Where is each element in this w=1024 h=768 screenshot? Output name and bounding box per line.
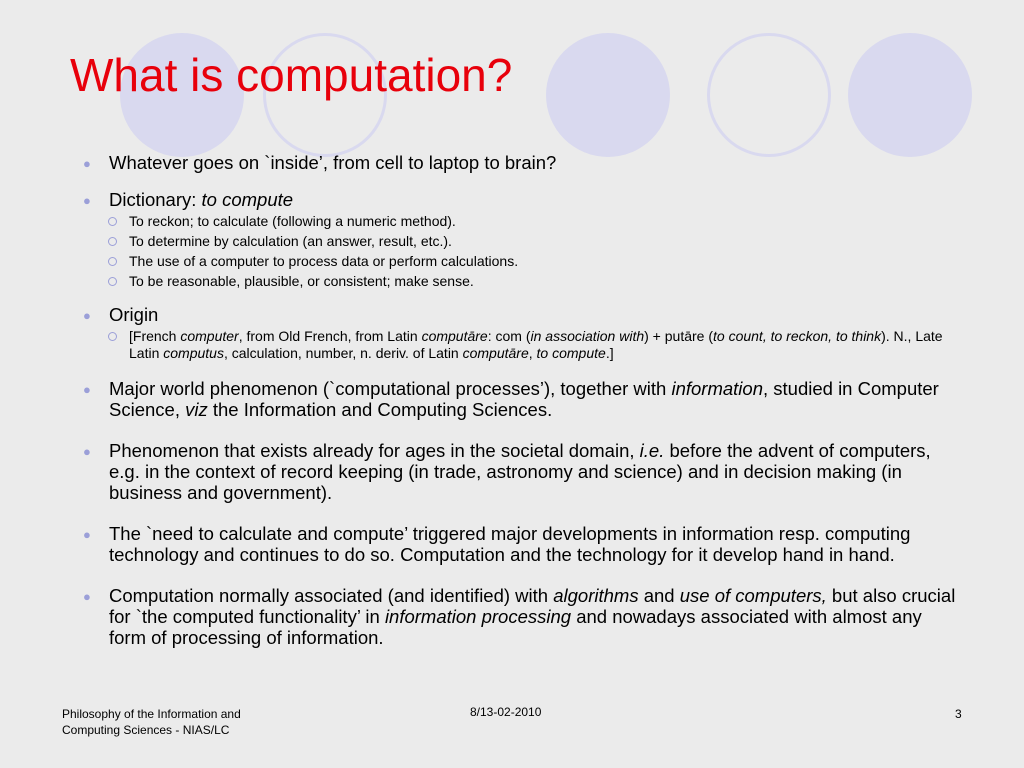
text-segment: to compute — [536, 345, 606, 361]
sub-bullet-text — [129, 253, 963, 270]
sub-bullet-item — [83, 213, 963, 230]
text-segment: and — [638, 585, 680, 606]
text-segment: information — [671, 378, 763, 399]
filled-circle-bullet-icon: ● — [83, 308, 91, 323]
text-segment: computāre — [421, 328, 488, 344]
text-segment: The use of a computer to process data or perform calculations. — [129, 253, 519, 269]
filled-circle-bullet-icon: ● — [83, 527, 91, 542]
bullet-text — [109, 523, 963, 565]
sub-bullet-item — [83, 253, 963, 270]
filled-circle-bullet-icon: ● — [83, 193, 91, 208]
text-segment: the Information and Computing Sciences. — [207, 399, 553, 420]
text-segment: Computation normally associated (and identified) with — [109, 585, 554, 606]
text-segment: ). N., Late Latin — [129, 328, 943, 361]
sub-bullet-item — [83, 328, 963, 362]
bullet-item — [83, 440, 963, 503]
bullet-item — [83, 585, 963, 648]
sub-bullet-text — [129, 233, 963, 250]
text-segment: Dictionary: — [109, 189, 202, 210]
bullet-text — [109, 378, 963, 420]
text-segment: viz — [185, 399, 208, 420]
text-segment: computer — [180, 328, 239, 344]
text-segment: To determine by calculation (an answer, result, etc.). — [129, 233, 452, 249]
sub-bullet-list — [109, 213, 963, 290]
text-segment: in association with — [530, 328, 645, 344]
text-segment: to compute — [201, 189, 294, 210]
filled-circle-bullet-icon: ● — [83, 444, 91, 459]
text-segment: before the advent of computers, e.g. in the context of record keeping (in trade, astronomy and science) and in decision making (in business and government). — [109, 440, 931, 503]
text-segment: The `need to calculate and compute’ triggered major developments in information resp. computing technology and continues to do so. Computation and the technology for it develop hand in hand. — [109, 523, 911, 565]
text-segment: and nowadays associated with almost any form of processing of information. — [109, 606, 922, 648]
text-segment: Major world phenomenon (`computational processes’), together with — [109, 378, 672, 399]
text-segment: algorithms — [553, 585, 639, 606]
bullet-text — [109, 304, 963, 325]
text-segment: .] — [605, 345, 614, 361]
text-segment: , calculation, number, n. deriv. of Latin — [223, 345, 463, 361]
footer-course-line-2: Computing Sciences - NIAS/LC — [62, 723, 230, 737]
sub-bullet-text — [129, 328, 963, 362]
text-segment: computāre — [462, 345, 529, 361]
text-segment: , from Old French, from Latin — [238, 328, 422, 344]
slide-title: What is computation? — [70, 49, 513, 101]
text-segment: , — [528, 345, 537, 361]
text-segment: : com ( — [487, 328, 531, 344]
sub-bullet-text — [129, 213, 963, 230]
ring-bullet-icon — [108, 217, 117, 226]
filled-circle-bullet-icon: ● — [83, 156, 91, 171]
text-segment: , studied in Computer Science, — [109, 378, 939, 420]
bullet-item — [83, 523, 963, 565]
text-segment: computus — [163, 345, 224, 361]
footer-date: 8/13-02-2010 — [470, 705, 542, 719]
ring-bullet-icon — [108, 332, 117, 341]
footer-page-number: 3 — [955, 707, 962, 721]
bullet-text — [109, 585, 963, 648]
ring-bullet-icon — [108, 277, 117, 286]
text-segment: ) + putāre ( — [644, 328, 713, 344]
text-segment: to count, to reckon, to think — [713, 328, 882, 344]
bullet-text — [109, 440, 963, 503]
ring-bullet-icon — [108, 237, 117, 246]
bullet-text — [109, 189, 963, 210]
sub-bullet-list — [109, 328, 963, 362]
text-segment: To reckon; to calculate (following a numeric method). — [129, 213, 456, 229]
bullet-item — [83, 189, 963, 290]
sub-bullet-item — [83, 233, 963, 250]
decor-circle-ring-2 — [707, 33, 831, 157]
text-segment: use of computers, — [679, 585, 827, 606]
text-segment: [French — [129, 328, 181, 344]
filled-circle-bullet-icon: ● — [83, 589, 91, 604]
text-segment: Origin — [109, 304, 159, 325]
bullet-item — [83, 378, 963, 420]
filled-circle-bullet-icon: ● — [83, 382, 91, 397]
text-segment: but also crucial for `the computed functionality’ in — [109, 585, 956, 627]
text-segment: i.e. — [639, 440, 665, 461]
ring-bullet-icon — [108, 257, 117, 266]
bullet-text — [109, 152, 963, 173]
bullet-item — [83, 152, 963, 173]
decor-circle-filled-3 — [848, 33, 972, 157]
text-segment: Phenomenon that exists already for ages in the societal domain, — [109, 440, 640, 461]
text-segment: information processing — [384, 606, 572, 627]
sub-bullet-item — [83, 273, 963, 290]
bullet-item — [83, 304, 963, 362]
text-segment: To be reasonable, plausible, or consistent; make sense. — [129, 273, 474, 289]
footer-course-line-1: Philosophy of the Information and — [62, 707, 241, 721]
decor-circle-filled-2 — [546, 33, 670, 157]
slide-content — [83, 152, 963, 648]
footer-course — [62, 706, 302, 738]
sub-bullet-text — [129, 273, 963, 290]
text-segment: Whatever goes on `inside’, from cell to laptop to brain? — [109, 152, 557, 173]
